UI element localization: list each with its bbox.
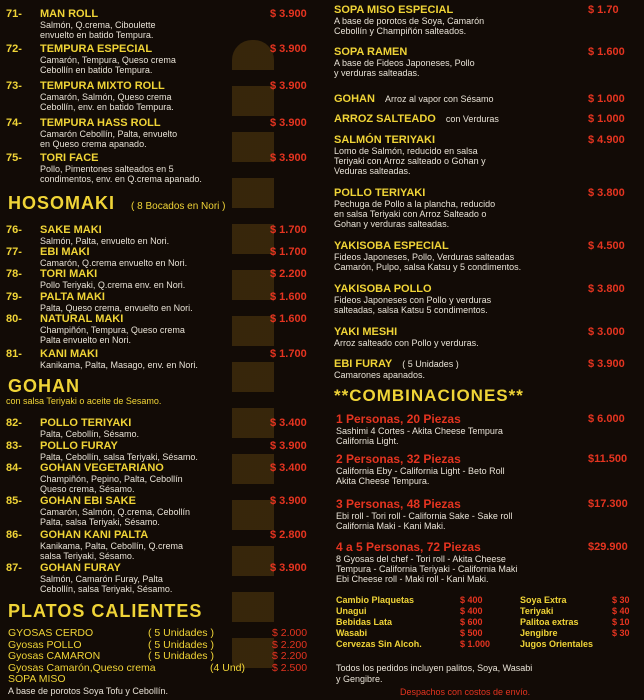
platos-units: ( 5 Unidades ) [148,650,214,662]
platos-name: Gyosas CAMARON [8,650,101,662]
menu-item [0,348,322,370]
item-title-row [0,43,322,55]
item-inline-note: Arroz al vapor con Sésamo [384,94,494,104]
item-description: A base de Fideos Japoneses, Pollo [334,58,475,68]
item-title-row [326,240,644,252]
item-price: $ 1.000 [588,93,625,105]
menu-item [326,46,644,78]
menu-item [0,268,322,290]
combo-description: California Maki - Kani Maki. [336,521,446,531]
item-name: GOHAN [334,93,375,105]
combo-description: Ebi roll - Tori roll - California Sake - Sake roll [336,511,513,521]
item-name: GOHAN EBI SAKE [40,495,136,507]
item-name-row [334,358,459,370]
shipping-note: Despachos con costos de envío. [400,687,531,697]
item-title-row [0,80,322,92]
menu-item [0,562,322,594]
combo-item [336,497,644,531]
item-description: salsa Teriyaki, Sésamo. [40,551,135,561]
item-description: Camarón, Salmón, Q.crema, Cebollín [40,507,191,517]
item-title-row [0,8,322,20]
menu-item [326,283,644,315]
combo-title-row [336,452,644,466]
item-description: Salmón, Q.crema, Ciboulette [40,20,156,30]
item-number: 85- [6,495,22,507]
item-name: GOHAN VEGETARIANO [40,462,164,474]
item-title-row [0,152,322,164]
item-description: Camarón, Q.crema envuelto en Nori. [40,258,188,268]
platos-name: Gyosas Camarón,Queso crema [8,661,156,674]
platos-price: $ 2.500 [272,661,308,674]
item-description: Kanikama, Palta, Masago, env. en Nori. [40,360,198,370]
combo-title-row [336,412,644,426]
item-price: $ 3.900 [270,495,307,507]
item-name: TEMPURA MIXTO ROLL [40,80,165,92]
menu-item [0,495,322,527]
section-title-platos-calientes: PLATOS CALIENTES [8,601,203,621]
menu-item [326,93,644,105]
menu-item [0,43,322,75]
menu-item [0,8,322,40]
combo-description: 8 Gyosas del chef - Tori roll - Akita Cheese [336,554,506,564]
hosomaki-subtitle: ( 8 Bocados en Nori ) [131,201,226,212]
item-description: Palta, salsa Teriyaki, Sésamo. [40,517,160,527]
item-name: YAKISOBA POLLO [334,283,432,295]
platos-row [0,639,322,651]
menu-item [326,134,644,176]
menu-item [0,80,322,112]
extra-price: $ 500 [460,628,483,638]
footer-line-1: Todos los pedidos incluyen palitos, Soya, Wasabi [336,663,533,673]
item-description: Camarón Cebollín, Palta, envuelto [40,129,178,139]
item-description: en salsa Teriyaki con Arroz Salteado o [334,209,487,219]
combo-name: 4 a 5 Personas, 72 Piezas [336,540,481,554]
platos-units: ( 5 Unidades ) [148,627,214,639]
item-name: YAKISOBA ESPECIAL [334,240,449,252]
item-price: $ 3.000 [588,326,625,338]
item-description: Lomo de Salmón, reducido en salsa [334,146,478,156]
item-price: $ 1.700 [270,246,307,258]
item-name: POLLO FURAY [40,440,118,452]
combo-description: Akita Cheese Tempura. [336,476,430,486]
extra-name: Teriyaki [520,606,554,616]
item-price: $ 2.200 [270,268,307,280]
combo-description: Tempura - California Teriyaki - California Maki [336,564,518,574]
item-title-row [0,117,322,129]
extra-price: $ 30 [612,628,630,638]
item-number: 80- [6,313,22,325]
item-number: 77- [6,246,22,258]
item-description: Fideos Japoneses con Pollo y verduras [334,295,492,305]
menu-item [326,240,644,272]
item-description: salteadas, salsa Katsu 5 condimentos. [334,305,488,315]
item-description: condimentos, env. en Q.crema apanado. [40,174,202,184]
extra-name: Cambio Plaquetas [336,595,415,605]
menu-item [0,224,322,246]
item-price: $ 4.500 [588,240,625,252]
platos-price: $ 2.000 [272,627,308,639]
item-description: Cebollín en batido Tempura. [40,65,153,75]
platos-name: Gyosas POLLO [8,638,82,651]
item-name: YAKI MESHI [334,326,398,338]
item-name: KANI MAKI [40,348,99,360]
item-price: $ 3.900 [270,562,307,574]
section-title-combinaciones: **COMBINACIONES** [334,386,524,405]
item-number: 76- [6,224,22,236]
right-column [326,0,644,700]
combo-name: 2 Personas, 32 Piezas [336,452,461,466]
item-name: GOHAN FURAY [40,562,121,574]
gohan-subtitle: con salsa Teriyaki o aceite de Sesamo. [6,396,162,406]
item-price: $ 1.700 [270,348,307,360]
item-price: $ 4.900 [588,134,625,146]
item-name: TEMPURA HASS ROLL [40,117,161,129]
combo-price: $29.900 [588,541,628,553]
combo-item [336,412,644,446]
extra-price: $ 400 [460,595,483,605]
combo-price: $ 6.000 [588,413,625,425]
item-title-row [326,113,644,125]
item-description: Salmón, Camarón Furay, Palta [40,574,163,584]
item-title-row [326,4,644,16]
item-description: Cebollín, salsa Teriyaki, Sésamo. [40,584,173,594]
item-name: POLLO TERIYAKI [334,187,426,199]
item-name: SOPA RAMEN [334,46,408,58]
item-description: Kanikama, Palta, Cebollín, Q.crema [40,541,184,551]
item-title-row [0,417,322,429]
item-description: Queso crema, Sésamo. [40,484,135,494]
item-description: Camarón, Pulpo, salsa Katsu y 5 condimentos. [334,262,522,272]
item-price: $ 3.900 [270,8,307,20]
combo-price: $17.300 [588,498,628,510]
item-description: Palta envuelto en Nori. [40,335,132,345]
extra-name: Jengibre [520,628,558,638]
extra-price: $ 40 [612,606,630,616]
item-description: en Queso crema apanado. [40,139,147,149]
extra-name: Cervezas Sin Alcoh. [336,639,422,649]
item-title-row [0,440,322,452]
item-description: Cebollín y Champiñón salteados. [334,26,467,36]
menu-item [326,4,644,36]
item-name: SALMÓN TERIYAKI [334,134,436,146]
item-price: $ 3.900 [270,80,307,92]
item-price: $ 1.600 [270,291,307,303]
item-number: 71- [6,8,22,20]
combo-title-row [336,540,644,554]
item-description: Fideos Japoneses, Pollo, Verduras salteadas [334,252,515,262]
item-price: $ 1.70 [588,4,619,16]
item-price: $ 2.800 [270,529,307,541]
extra-price: $ 30 [612,595,630,605]
combo-description: California Light. [336,436,399,446]
item-title-row [326,283,644,295]
item-title-row [0,313,322,325]
item-title-row [0,268,322,280]
platos-row [0,650,322,662]
menu-item [326,326,644,348]
section-title-gohan: GOHAN [8,376,80,396]
item-description: y verduras salteadas. [334,68,420,78]
footer-line-2: y Gengibre. [336,674,383,684]
item-price: $ 3.400 [270,462,307,474]
item-title-row [0,246,322,258]
item-number: 79- [6,291,22,303]
item-description: Camarón, Salmón, Queso crema [40,92,172,102]
item-number: 87- [6,562,22,574]
item-title-row [326,134,644,146]
item-number: 84- [6,462,22,474]
combo-item [336,452,644,486]
menu-item [326,113,644,125]
item-price: $ 1.600 [588,46,625,58]
item-price: $ 3.900 [270,117,307,129]
extras-list [336,595,644,655]
item-number: 74- [6,117,22,129]
item-price: $ 3.400 [270,417,307,429]
item-title-row [0,348,322,360]
item-title-row [326,358,644,370]
menu-item [326,358,644,380]
item-inline-note: ( 5 Unidades ) [402,359,459,369]
item-description: Gohan y verduras salteadas. [334,219,450,229]
item-name: TORI MAKI [40,268,98,280]
item-description: Arroz salteado con Pollo y verduras. [334,338,479,348]
menu-item [0,291,322,313]
item-name: TORI FACE [40,152,99,164]
item-description: Palta, Cebollín, salsa Teriyaki, Sésamo. [40,452,198,462]
item-name: GOHAN KANI PALTA [40,529,149,541]
item-price: $ 3.800 [588,283,625,295]
item-description: Champiñón, Pepino, Palta, Cebollín [40,474,183,484]
item-description: Camarón, Tempura, Queso crema [40,55,176,65]
item-description: Veduras salteadas. [334,166,411,176]
menu-item [0,117,322,149]
menu-item [326,187,644,229]
item-price: $ 3.900 [270,152,307,164]
platos-row [0,673,322,685]
item-description: Cebollín, env. en batido Tempura. [40,102,174,112]
combo-item [336,540,644,584]
item-name: ARROZ SALTEADO [334,113,436,125]
platos-name: GYOSAS CERDO [8,627,94,639]
item-description: Champiñón, Tempura, Queso crema [40,325,185,335]
item-description: Palta, Cebollín, Sésamo. [40,429,140,439]
combo-title-row [336,497,644,511]
extra-price: $ 10 [612,617,630,627]
item-name: TEMPURA ESPECIAL [40,43,153,55]
combo-description: Sashimi 4 Cortes - Akita Cheese Tempura [336,426,503,436]
section-title-hosomaki: HOSOMAKI ( 8 Bocados en Nori ) [8,193,226,213]
menu-item [0,529,322,561]
extra-name: Unagui [336,606,367,616]
item-description: Pollo Teriyaki, Q.crema env. en Nori. [40,280,186,290]
platos-name: SOPA MISO [8,673,66,685]
item-description: Palta, Queso crema, envuelto en Nori. [40,303,193,313]
item-number: 73- [6,80,22,92]
item-title-row [326,187,644,199]
item-name: PALTA MAKI [40,291,105,303]
item-number: 78- [6,268,22,280]
item-name: MAN ROLL [40,8,99,20]
item-number: 72- [6,43,22,55]
platos-units: ( 5 Unidades ) [148,638,214,651]
extra-name: Palitoa extras [520,617,579,627]
platos-row [0,662,322,674]
platos-units: (4 Und) [210,661,246,674]
item-number: 83- [6,440,22,452]
extra-price: $ 400 [460,606,483,616]
platos-price: $ 2.200 [272,650,308,662]
item-description: Pechuga de Pollo a la plancha, reducido [334,199,496,209]
item-name-row [334,93,494,105]
extra-price: $ 1.000 [460,639,491,649]
item-price: $ 1.600 [270,313,307,325]
item-description: envuelto en batido Tempura. [40,30,154,40]
platos-price: $ 2.200 [272,638,308,651]
item-title-row [326,326,644,338]
item-number: 82- [6,417,22,429]
item-description: A base de porotos de Soya, Camarón [334,16,485,26]
extra-name: Wasabi [336,628,368,638]
item-title-row [0,529,322,541]
item-price: $ 1.000 [588,113,625,125]
combo-description: California Eby - California Light - Beto Roll [336,466,505,476]
menu-item [0,440,322,462]
item-number: 86- [6,529,22,541]
item-title-row [326,46,644,58]
sopa-miso-desc: A base de porotos Soya Tofu y Cebollín. [8,686,168,696]
item-name: EBI FURAY [334,358,393,370]
menu-item [0,313,322,345]
item-title-row [0,291,322,303]
combo-description: Ebi Cheese roll - Maki roll - Kani Maki. [336,574,489,584]
extra-price: $ 600 [460,617,483,627]
menu-item [0,462,322,494]
item-name-row [334,113,499,125]
item-title-row [0,495,322,507]
combo-name: 1 Personas, 20 Piezas [336,412,461,426]
item-name: EBI MAKI [40,246,90,258]
item-title-row [0,562,322,574]
item-inline-note: con Verduras [445,114,499,124]
item-name: NATURAL MAKI [40,313,124,325]
item-price: $ 3.900 [270,43,307,55]
combo-name: 3 Personas, 48 Piezas [336,497,461,511]
item-name: SOPA MISO ESPECIAL [334,4,454,16]
item-description: Pollo, Pimentones salteados en 5 [40,164,174,174]
item-description: Salmón, Palta, envuelto en Nori. [40,236,170,246]
item-title-row [0,224,322,236]
item-description: Teriyaki con Arroz salteado o Gohan y [334,156,486,166]
item-price: $ 1.700 [270,224,307,236]
extra-name: Jugos Orientales [520,639,594,649]
item-description: Camarones apanados. [334,370,426,380]
menu-item [0,417,322,439]
item-number: 81- [6,348,22,360]
item-name: POLLO TERIYAKI [40,417,132,429]
item-number: 75- [6,152,22,164]
item-name: SAKE MAKI [40,224,102,236]
platos-row [0,627,322,639]
item-price: $ 3.900 [270,440,307,452]
extra-name: Soya Extra [520,595,567,605]
combo-price: $11.500 [588,453,628,465]
menu-item [0,152,322,184]
extra-name: Bebidas Lata [336,617,393,627]
item-title-row [0,462,322,474]
item-title-row [326,93,644,105]
menu-item [0,246,322,268]
item-price: $ 3.800 [588,187,625,199]
item-price: $ 3.900 [588,358,625,370]
